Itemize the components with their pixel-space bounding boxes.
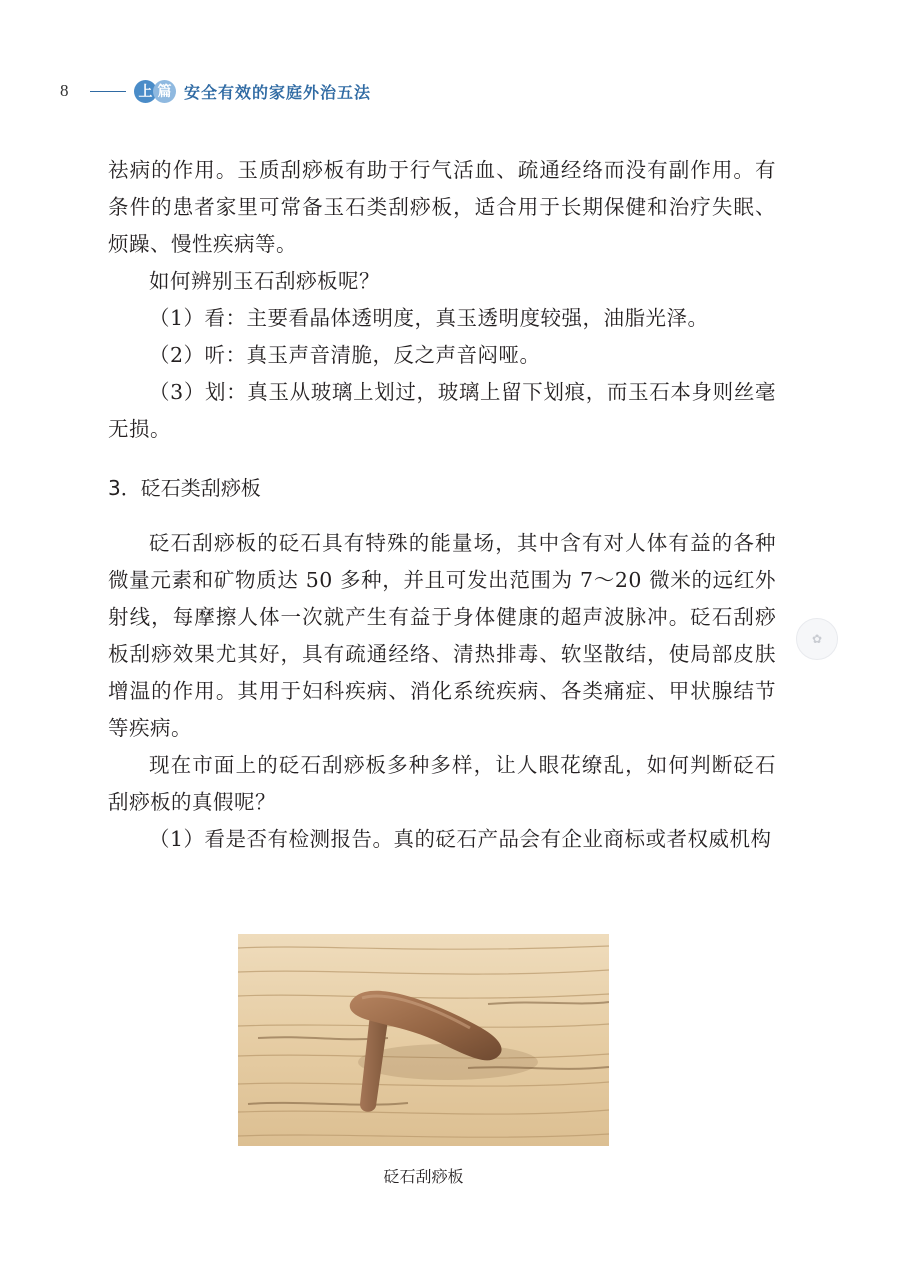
bianstone-scraper-illustration: [238, 934, 609, 1146]
paragraph-authenticity: 现在市面上的砭石刮痧板多种多样，让人眼花缭乱，如何判断砭石刮痧板的真假呢？: [108, 753, 776, 814]
list-item-look: （1）看：主要看晶体透明度，真玉透明度较强，油脂光泽。: [149, 306, 709, 330]
running-header: [60, 72, 371, 110]
paragraph-bianstone: 砭石刮痧板的砭石具有特殊的能量场，其中含有对人体有益的各种微量元素和矿物质达 50 多种，并且可发出范围为 7～20 微米的远红外射线，每摩擦人体一次就产生有益于身体健康的超声波脉冲。砭石刮痧板刮痧效果尤其好，具有疏通经络、清热排毒、软坚散结，使局部皮肤增温的作用。其用于妇科疾病、消化系统疾病、各类痛症、甲状腺结节等疾病。: [108, 531, 776, 740]
list-item-report: （1）看是否有检测报告。真的砭石产品会有企业商标或者权威机构: [149, 827, 772, 851]
list-item-scratch: （3）划：真玉从玻璃上划过，玻璃上留下划痕，而玉石本身则丝毫无损。: [108, 380, 776, 441]
header-rule: [90, 91, 126, 92]
paragraph-question: 如何辨别玉石刮痧板呢？: [149, 269, 380, 293]
figure-photo: [238, 934, 609, 1146]
part-badge-char-2: 篇: [153, 80, 176, 103]
part-badge-char-1: 上: [134, 80, 157, 103]
figure-caption: 砭石刮痧板: [383, 1167, 464, 1186]
page-number: 8: [60, 81, 69, 100]
part-badge: [134, 80, 176, 103]
side-tab-icon: ✿: [811, 632, 823, 646]
page-body: [108, 152, 776, 858]
section-heading: 3．砭石类刮痧板: [108, 476, 261, 500]
chapter-title: 安全有效的家庭外治五法: [184, 82, 372, 102]
side-tab-decoration: [796, 618, 838, 660]
paragraph-continued: 祛病的作用。玉质刮痧板有助于行气活血、疏通经络而没有副作用。有条件的患者家里可常备玉石类刮痧板，适合用于长期保健和治疗失眠、烦躁、慢性疾病等。: [108, 158, 776, 256]
list-item-listen: （2）听：真玉声音清脆，反之声音闷哑。: [149, 343, 541, 367]
